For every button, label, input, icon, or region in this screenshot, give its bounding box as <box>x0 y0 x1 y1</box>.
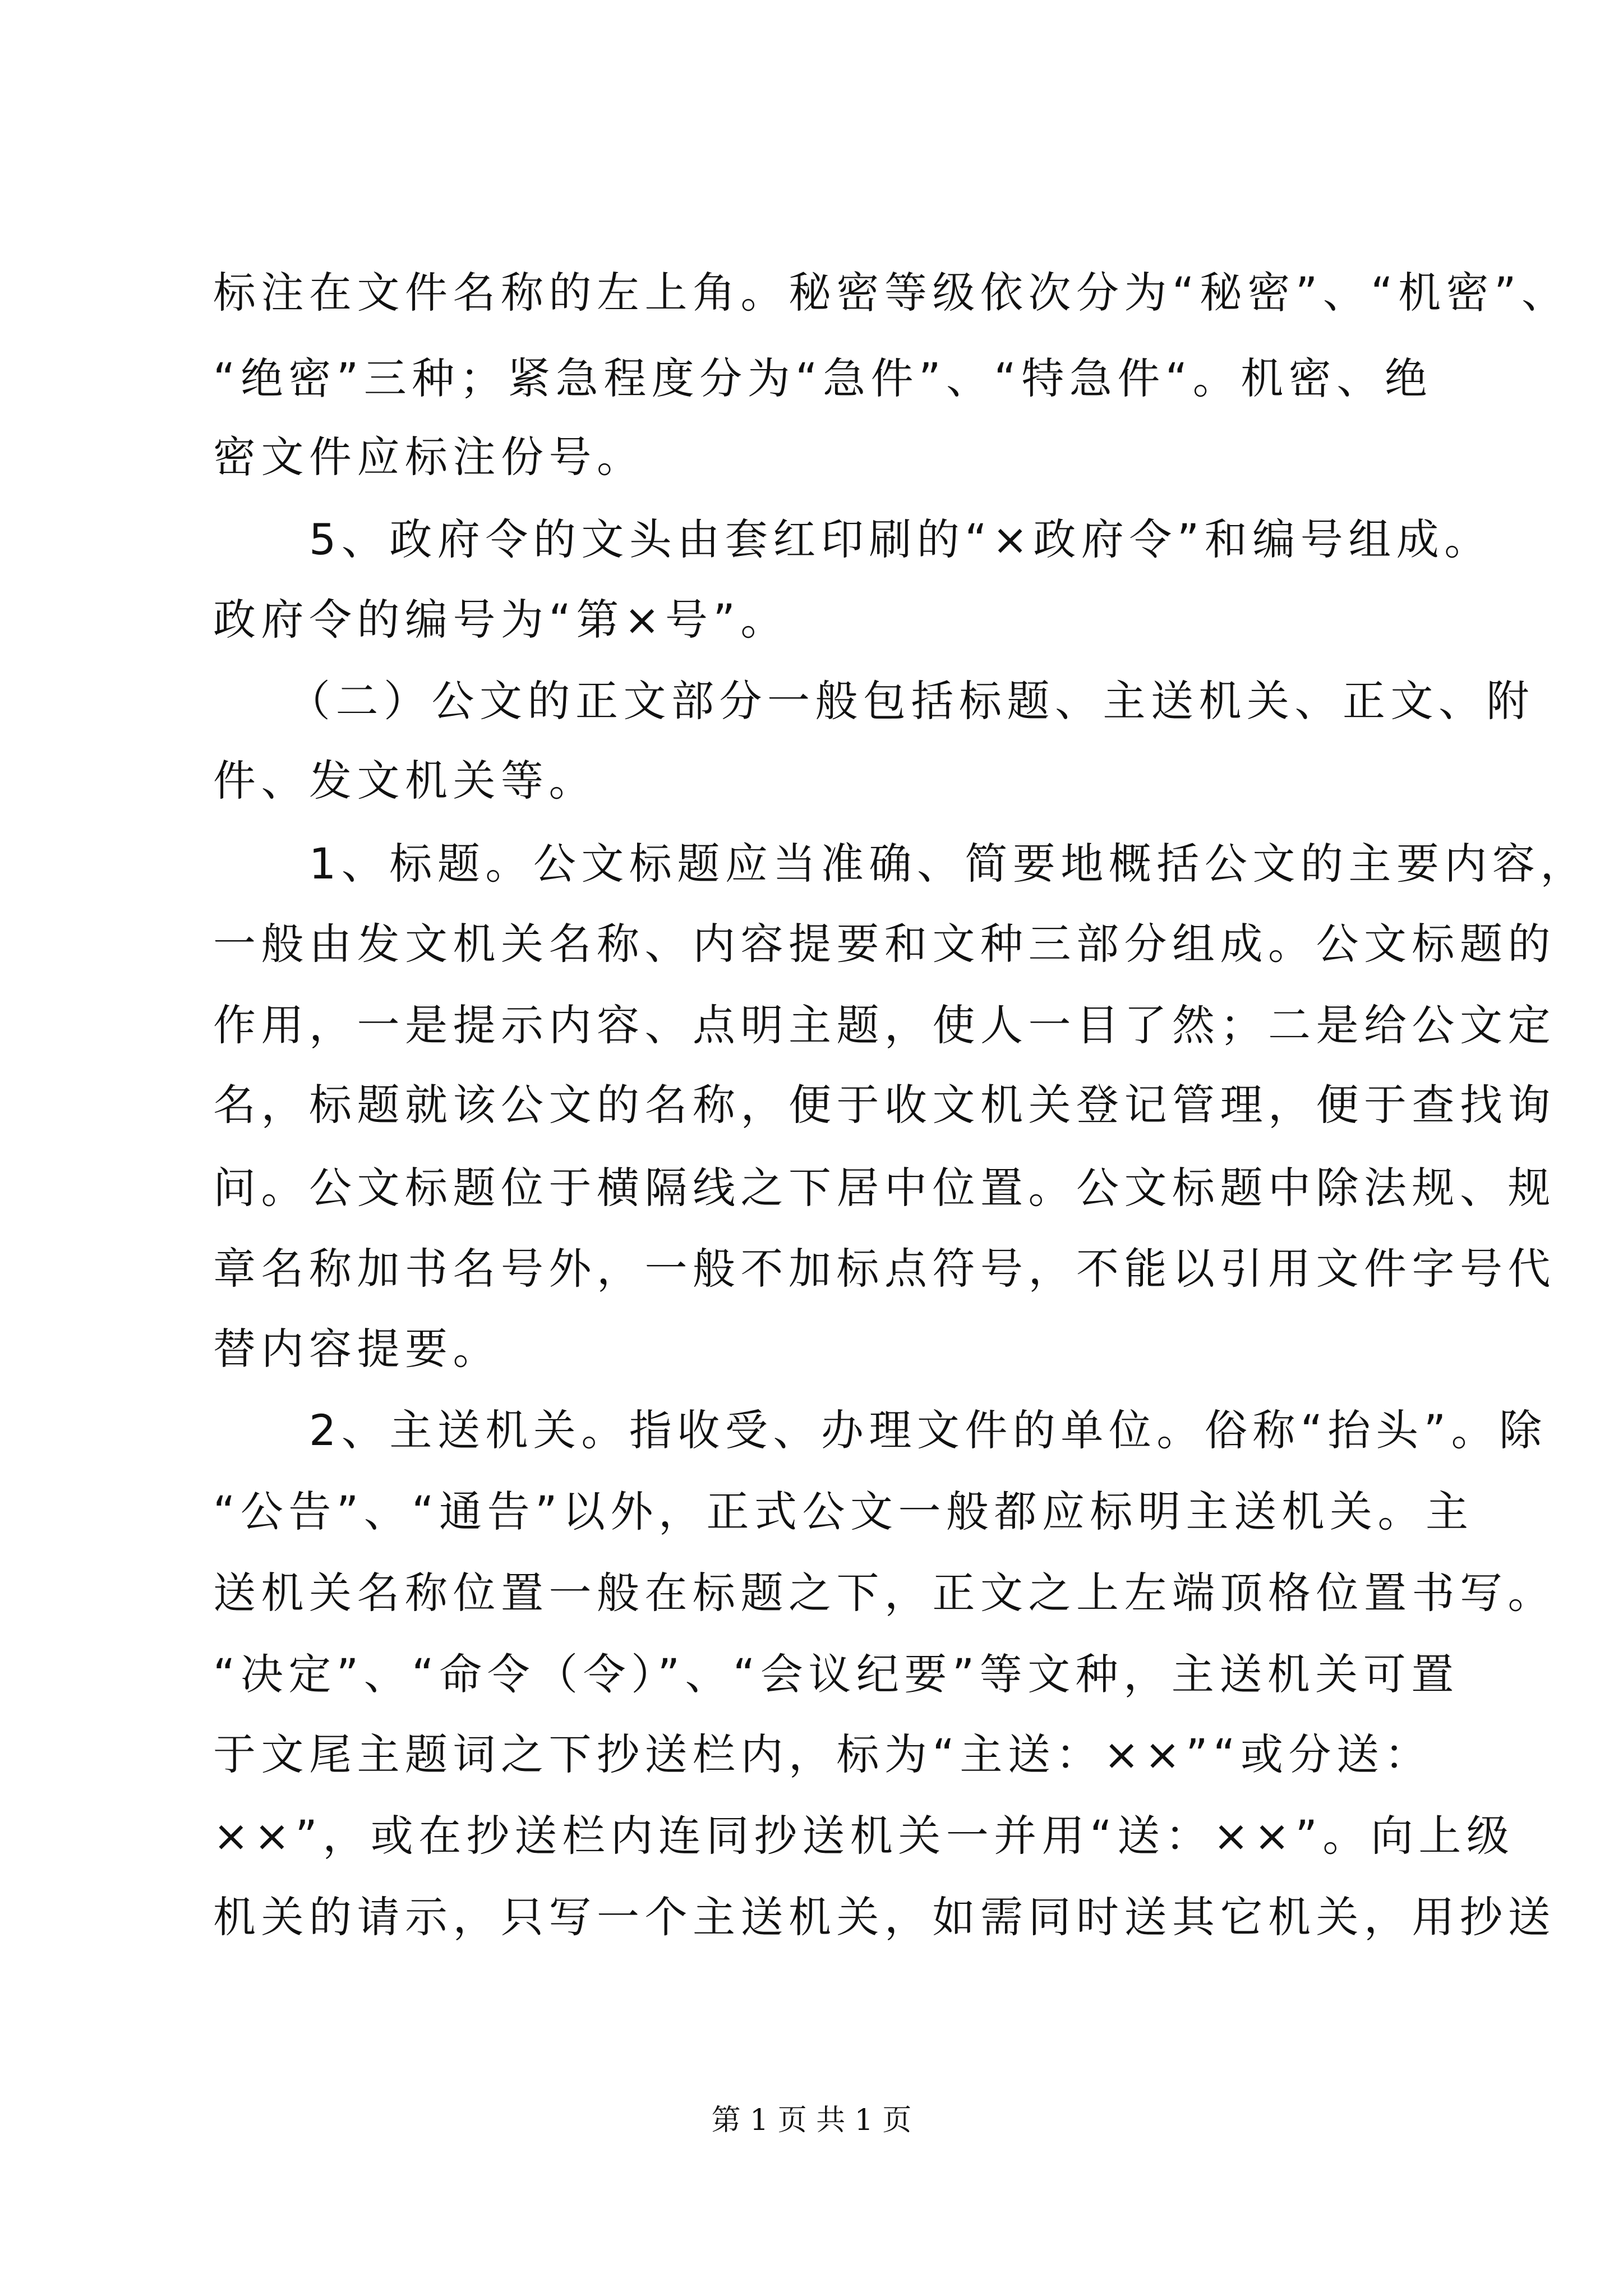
page-number-footer: 第 1 页 共 1 页 <box>711 2104 912 2137</box>
text-line: 1、标题。公文标题应当准确、简要地概括公文的主要内容， <box>213 839 1588 889</box>
text-line: 送机关名称位置一般在标题之下，正文之上左端顶格位置书写。 <box>213 1568 1556 1618</box>
text-line: 于文尾主题词之下抄送栏内，标为“主送：××”“或分送： <box>213 1729 1432 1779</box>
text-line: 章名称加书名号外，一般不加标点符号，不能以引用文件字号代 <box>213 1244 1556 1294</box>
text-line: “绝密”三种；紧急程度分为“急件”、“特急件“。机密、绝 <box>213 353 1433 403</box>
text-line: （二）公文的正文部分一般包括标题、主送机关、正文、附 <box>213 676 1534 726</box>
text-line: 一般由发文机关名称、内容提要和文种三部分组成。公文标题的 <box>213 919 1556 969</box>
text-line: 机关的请示，只写一个主送机关，如需同时送其它机关，用抄送 <box>213 1892 1556 1942</box>
text-line: 件、发文机关等。 <box>213 756 597 806</box>
text-line: 替内容提要。 <box>213 1324 501 1374</box>
text-line: 名，标题就该公文的名称，便于收文机关登记管理，便于查找询 <box>213 1080 1556 1130</box>
text-line: “公告”、“通告”以外，正式公文一般都应标明主送机关。主 <box>213 1487 1474 1536</box>
text-line: “决定”、“命令（令）”、“会议纪要”等文种，主送机关可置 <box>213 1649 1459 1699</box>
text-line: 密文件应标注份号。 <box>213 432 645 482</box>
text-line: ××”，或在抄送栏内连同抄送机关一并用“送：××”。向上级 <box>213 1811 1515 1861</box>
text-line: 问。公文标题位于横隔线之下居中位置。公文标题中除法规、规 <box>213 1163 1556 1213</box>
text-line: 标注在文件名称的左上角。秘密等级依次分为“秘密”、“机密”、 <box>213 268 1570 318</box>
text-line: 5、政府令的文头由套红印刷的“×政府令”和编号组成。 <box>213 514 1492 564</box>
text-line: 政府令的编号为“第×号”。 <box>213 595 789 645</box>
text-line: 2、主送机关。指收受、办理文件的单位。俗称“抬头”。除 <box>213 1405 1547 1455</box>
text-line: 作用，一是提示内容、点明主题，使人一目了然；二是给公文定 <box>213 1000 1556 1050</box>
